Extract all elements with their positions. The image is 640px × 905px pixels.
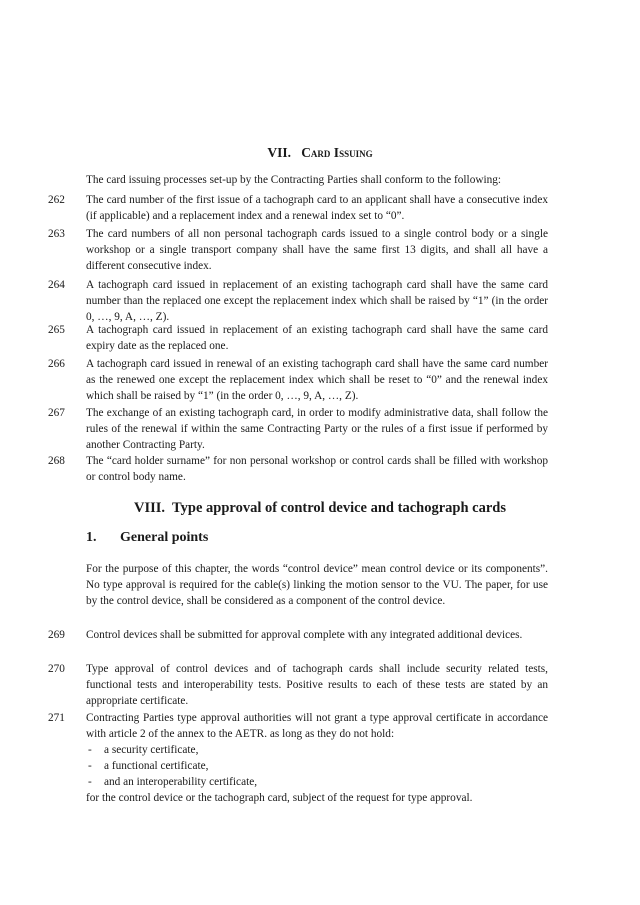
- list-item: - and an interoperability certificate,: [86, 774, 548, 790]
- section-8-intro: For the purpose of this chapter, the words “control device” mean control device or its components”. No type approval is required for the cable(s) linking the motion sensor to the VU. The paper, for use by the control device, shall be considered as a component of the control device.: [86, 563, 548, 607]
- paragraph-269: Control devices shall be submitted for approval complete with any integrated additional devices.: [86, 629, 523, 641]
- paragraph-271-tail: for the control device or the tachograph card, subject of the request for type approval.: [86, 792, 473, 804]
- paragraph-number: 271: [48, 712, 65, 724]
- paragraph-number: 268: [48, 455, 65, 467]
- subsection-heading: [86, 530, 208, 546]
- section-8-title: Type approval of control device and tachograph cards: [172, 500, 506, 516]
- paragraph-262: The card number of the first issue of a tachograph card to an applicant shall have a consecutive index (if applicable) and a replacement index and a renewal index set to “0”.: [86, 194, 548, 222]
- paragraph-264: A tachograph card issued in replacement of an existing tachograph card shall have the same card number than the replaced one except the replacement index which shall be raised by “1” (in the order 0, …, 9, A, …, Z).: [86, 279, 548, 323]
- section-7-roman: VII.: [267, 145, 292, 160]
- paragraph-265: A tachograph card issued in replacement of an existing tachograph card shall have the same card expiry date as the replaced one.: [86, 324, 548, 352]
- list-item: - a security certificate,: [86, 742, 548, 758]
- paragraph-number: 263: [48, 228, 65, 240]
- list-item: - a functional certificate,: [86, 758, 548, 774]
- paragraph-267: The exchange of an existing tachograph card, in order to modify administrative data, shall follow the rules of the renewal if within the same Contracting Party or the rules of a first issue if performed by another Contracting Party.: [86, 407, 548, 451]
- paragraph-266: A tachograph card issued in renewal of an existing tachograph card shall have the same card number as the renewed one except the replacement index which shall be reset to “0” and the renewal index which shall be raised by “1” (in the order 0, …, 9, A, …, Z).: [86, 358, 548, 402]
- paragraph-number: 270: [48, 663, 65, 675]
- paragraph-number: 262: [48, 194, 65, 206]
- section-7-heading: [0, 145, 640, 161]
- subsection-number: 1.: [86, 530, 97, 545]
- section-8-roman: VIII.: [134, 500, 166, 516]
- paragraph-271: [86, 710, 548, 806]
- subsection-title: General points: [120, 530, 209, 545]
- section-7-title: Card Issuing: [301, 145, 373, 160]
- paragraph-270: Type approval of control devices and of tachograph cards shall include security related tests, functional tests and interoperability tests. Positive results to each of these tests are stated by an appropriate certificate.: [86, 663, 548, 707]
- paragraph-268: The “card holder surname” for non personal workshop or control cards shall be filled with workshop or control body name.: [86, 455, 548, 483]
- paragraph-number: 269: [48, 629, 65, 641]
- paragraph-271-text: Contracting Parties type approval authorities will not grant a type approval certificate in accordance with article 2 of the annex to the AETR. as long as they do not hold:: [86, 712, 548, 740]
- section-8-heading: [0, 500, 640, 516]
- paragraph-number: 266: [48, 358, 65, 370]
- paragraph-number: 267: [48, 407, 65, 419]
- section-7-intro: The card issuing processes set-up by the Contracting Parties shall conform to the following:: [86, 174, 502, 186]
- paragraph-263: The card numbers of all non personal tachograph cards issued to a single control body or a single workshop or a single transport company shall have the same first 13 digits, and shall all have a different consecutive index.: [86, 228, 548, 272]
- paragraph-number: 264: [48, 279, 65, 291]
- paragraph-number: 265: [48, 324, 65, 336]
